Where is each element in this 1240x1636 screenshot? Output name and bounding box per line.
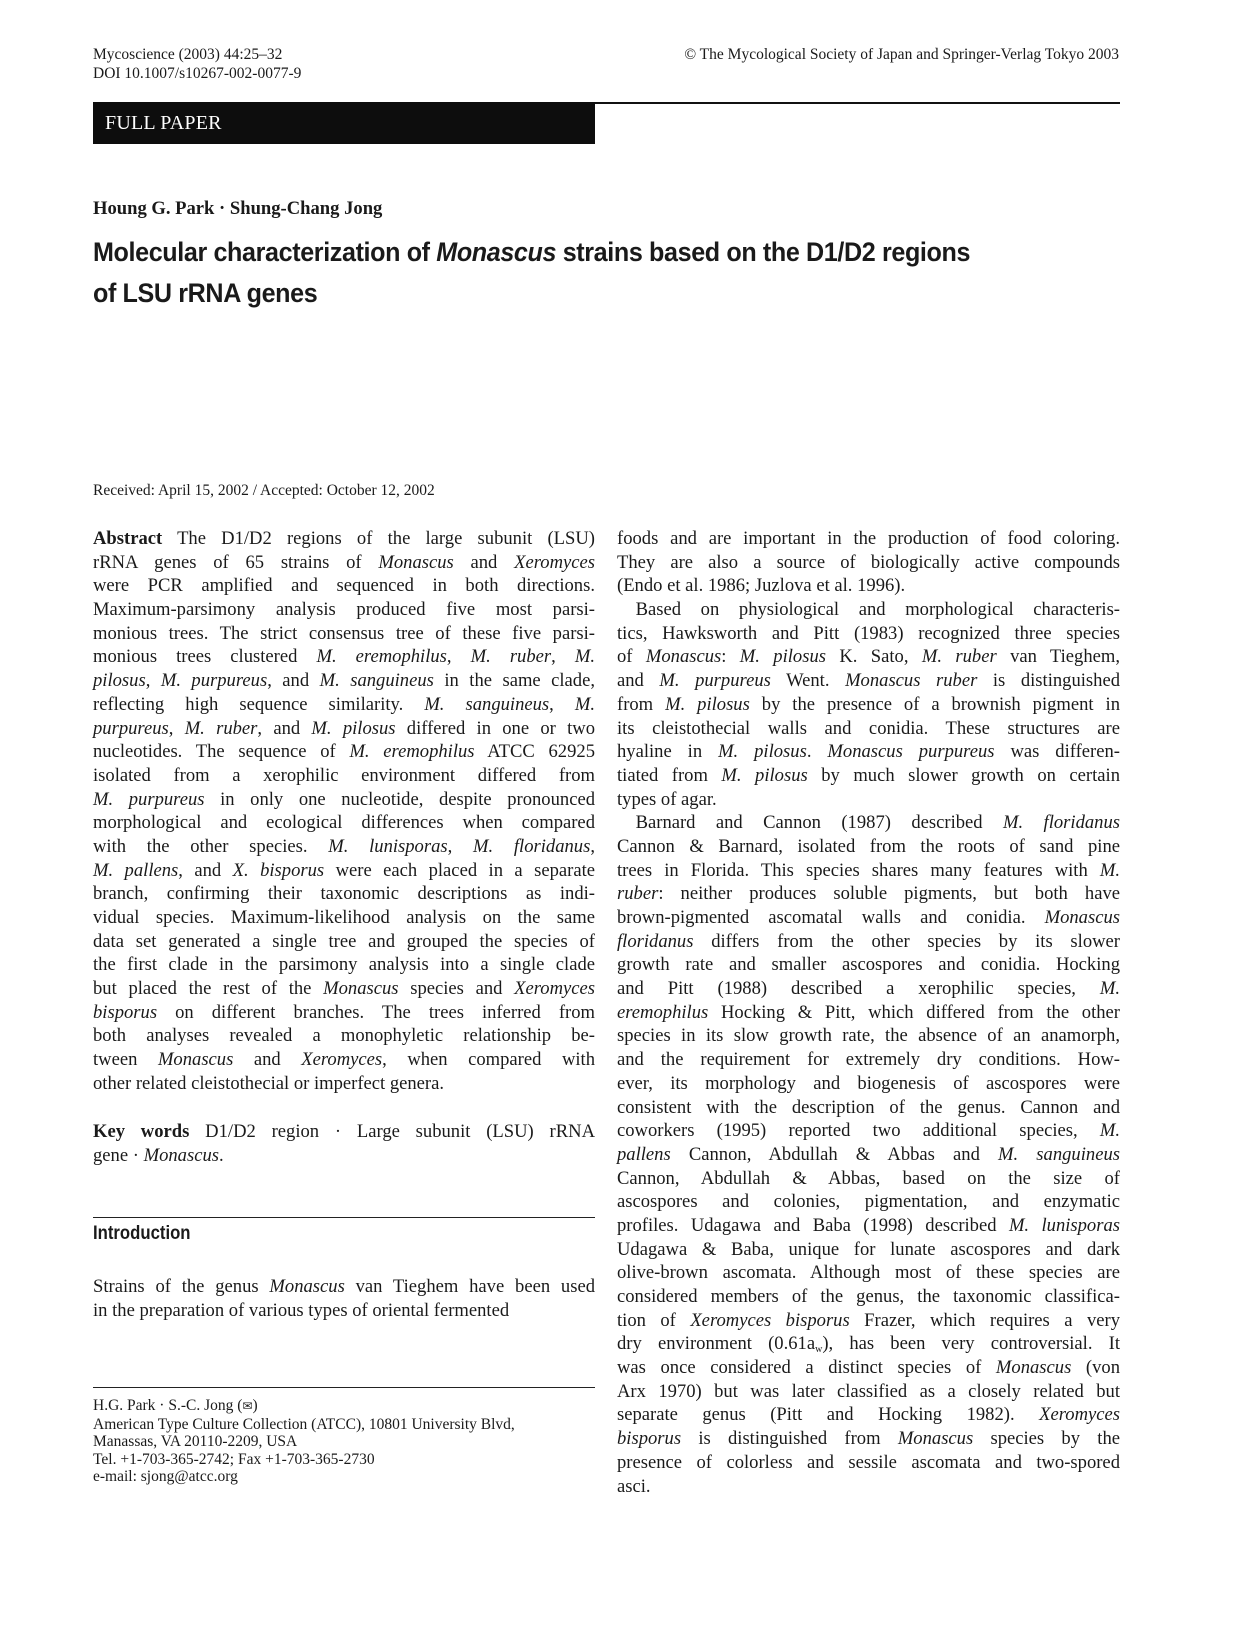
text-line: Barnard and Cannon (1987) described M. floridanus [617,812,1120,834]
text-line: presence of colorless and sessile ascomata and two-spored [617,1451,1120,1473]
text-line: profiles. Udagawa and Baba (1998) described M. lunisporas [617,1214,1120,1236]
text-line: reflecting high sequence similarity. M. sanguineus, M. [93,693,596,715]
footnote-affiliation-2: Manassas, VA 20110-2209, USA [93,1433,298,1451]
text-line: the first clade in the parsimony analysis into a single clade [93,954,595,976]
footnote-email: e-mail: sjong@atcc.org [93,1468,238,1486]
text-line: tween Monascus and Xeromyces, when compared with [93,1049,596,1071]
doi: DOI 10.1007/s10267-002-0077-9 [93,65,302,82]
text-line: M. pallens, and X. bisporus were each placed in a separate [93,859,596,881]
text-line: types of agar. [617,788,717,810]
text-line: separate genus (Pitt and Hocking 1982). Xeromyces [617,1404,1120,1426]
footnote-rule [93,1387,595,1388]
text-line: and the requirement for extremely dry conditions. How- [617,1049,1120,1071]
received-accepted-dates: Received: April 15, 2002 / Accepted: October 12, 2002 [93,482,435,499]
text-line: and Pitt (1988) described a xerophilic species, M. [617,978,1120,1000]
text-line: monious trees. The strict consensus tree of these five parsi- [93,622,595,644]
text-line: Maximum-parsimony analysis produced five most parsi- [93,599,595,621]
text-line: floridanus differs from the other species by its slower [617,930,1120,952]
text-line: consistent with the description of the genus. Cannon and [617,1096,1120,1118]
text-line: were PCR amplified and sequenced in both directions. [93,575,595,597]
text-line: Cannon & Barnard, isolated from the roots of sand pine [617,835,1120,857]
text-line: nucleotides. The sequence of M. eremophilus ATCC 62925 [93,741,595,763]
text-line: bisporus on different branches. The trees inferred from [93,1001,595,1023]
footnote-phone: Tel. +1-703-365-2742; Fax +1-703-365-2730 [93,1450,375,1468]
text-line: ever, its morphology and biogenesis of ascospores were [617,1072,1120,1094]
text-line: with the other species. M. lunisporas, M. floridanus, [93,835,595,857]
text-line: monious trees clustered M. eremophilus, M. ruber, M. [93,646,596,668]
text-line: eremophilus Hocking & Pitt, which differed from the other [617,1001,1120,1023]
text-line: dry environment $(0.61a_w)$, has been very controversial. It [617,1333,1121,1356]
text-line: from M. pilosus by the presence of a brownish pigment in [617,693,1120,715]
text-line: growth rate and smaller ascospores and conidia. Hocking [617,954,1120,976]
text-line: foods and are important in the production of food coloring. [617,528,1120,549]
keywords-label: Key words [93,1121,190,1142]
text-line: branch, confirming their taxonomic descriptions as indi- [93,883,595,905]
author-footnote [93,1397,515,1486]
text-line: asci. [617,1475,651,1497]
article-type-banner [93,102,595,144]
text-line: was once considered a distinct species of Monascus (von [617,1357,1121,1379]
abstract-label: Abstract [93,528,163,549]
text-line: coworkers (1995) reported two additional species, M. [617,1120,1120,1142]
text-line: pallens Cannon, Abdullah & Abbas and M. sanguineus [617,1143,1120,1165]
introduction-text [93,1275,595,1322]
text-line: of Monascus: M. pilosus K. Sato, M. ruber van Tieghem, [617,646,1121,668]
text-line: other related cleistothecial or imperfect genera. [93,1072,445,1094]
paper-title [93,232,970,314]
author-list: Houng G. Park · Shung-Chang Jong [93,198,383,219]
text-line: morphological and ecological differences when compared [93,812,595,834]
text-line: in the preparation of various types of oriental fermented [93,1299,510,1321]
footnote-authors: H.G. Park · S.-C. Jong (✉) [93,1397,258,1414]
right-column-text [617,527,1120,1498]
title-line-2: of LSU rRNA genes [93,278,318,308]
envelope-icon: ✉ [242,1399,253,1413]
title-genus: Monascus [436,237,557,267]
text-line: vidual species. Maximum-likelihood analysis on the same [93,907,595,928]
journal-citation: Mycoscience (2003) 44:25–32 [93,46,283,63]
text-line: considered members of the genus, the taxonomic classifica- [617,1286,1120,1307]
text-line: its cleistothecial walls and conidia. These structures are [617,717,1120,739]
article-type-label: FULL PAPER [105,112,222,134]
footnote-affiliation-1: American Type Culture Collection (ATCC), 10801 University Blvd, [93,1415,515,1433]
text-line: species in its slow growth rate, the absence of an anamorph, [617,1025,1120,1047]
section-rule [93,1217,595,1218]
text-line: They are also a source of biologically active compounds [617,551,1120,573]
text-line: Strains of the genus Monascus van Tieghem have been used [93,1276,595,1297]
text-line: Udagawa & Baba, unique for lunate ascospores and dark [617,1238,1120,1260]
keywords-line-2: gene · Monascus. [93,1144,224,1166]
introduction-heading: Introduction [93,1223,191,1244]
text-line: tion of Xeromyces bisporus Frazer, which requires a very [617,1309,1120,1331]
text-line: isolated from a xerophilic environment differed from [93,764,595,786]
text-line: purpureus, M. ruber, and M. pilosus differed in one or two [93,717,596,739]
copyright: © The Mycological Society of Japan and Springer-Verlag Tokyo 2003 [684,46,1119,63]
text-line: brown-pigmented ascomatal walls and conidia. Monascus [617,907,1120,928]
keywords [93,1120,595,1167]
text-line: ascospores and colonies, pigmentation, and enzymatic [617,1191,1120,1213]
text-line: pilosus, M. purpureus, and M. sanguineus in the same clade, [93,670,595,692]
text-line: Based on physiological and morphological characteris- [617,599,1120,621]
keywords-line-1: Key words D1/D2 region · Large subunit (LSU) rRNA [93,1121,595,1142]
text-line: bisporus is distinguished from Monascus species by the [617,1428,1120,1450]
text-line: and M. purpureus Went. Monascus ruber is distinguished [617,670,1121,692]
text-line: M. purpureus in only one nucleotide, despite pronounced [93,788,595,810]
text-line: Arx 1970) but was later classified as a closely related but [617,1380,1120,1402]
text-line: rRNA genes of 65 strains of Monascus and Xeromyces [93,551,595,573]
text-line: trees in Florida. This species shares many features with M. [617,859,1120,881]
text-line: olive-brown ascomata. Although most of these species are [617,1262,1120,1284]
text-line: but placed the rest of the Monascus species and Xeromyces [93,978,595,1000]
text-line: tiated from M. pilosus by much slower growth on certain [617,764,1120,786]
text-line: data set generated a single tree and grouped the species of [93,930,595,952]
text-line: hyaline in M. pilosus. Monascus purpureus was differen- [617,741,1120,763]
title-text-b: strains based on the D1/D2 regions [556,237,971,267]
text-line: both analyses revealed a monophyletic relationship be- [93,1025,595,1047]
text-line: Cannon, Abdullah & Abbas, based on the size of [617,1167,1120,1189]
text-line: ruber: neither produces soluble pigments, but both have [617,883,1120,905]
abstract [93,527,595,1096]
title-text-a: Molecular characterization of [93,237,437,267]
text-line: Abstract The D1/D2 regions of the large subunit (LSU) [93,528,595,549]
text-line: tics, Hawksworth and Pitt (1983) recognized three species [617,622,1120,644]
text-line: (Endo et al. 1986; Juzlova et al. 1996). [617,575,906,597]
